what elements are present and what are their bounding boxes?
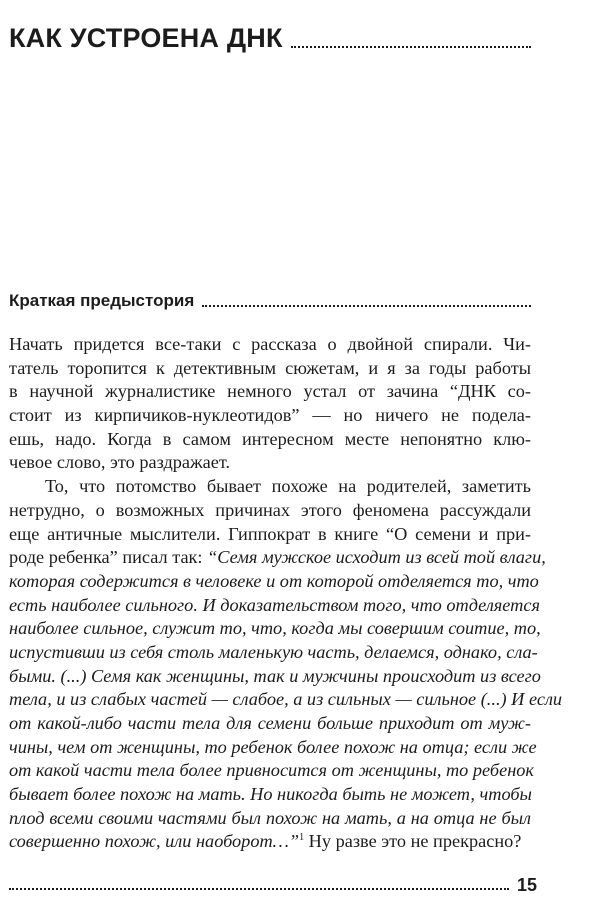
footnote-marker[interactable]: 1 — [299, 832, 305, 844]
section-title: Краткая предыстория — [9, 291, 195, 310]
page-number: 15 — [516, 875, 537, 895]
quote-line: бывает более похож на мать. Но никогда быть не может, чтобы — [9, 784, 532, 805]
text-line — [9, 546, 546, 570]
quote-line: от какой-либо части тела для семени больше приходит от муж- — [9, 713, 531, 733]
chapter-title-leader-dots — [291, 46, 531, 48]
text-segment: роде ребенка” писал так: — [9, 547, 208, 568]
quote-line: наиболее сильное, служит то, что, когда мы совершим соитие, то, — [9, 618, 541, 639]
quote-line: тела, и из слабых частей — слабое, а из сильных — сильное (...) И если — [9, 689, 563, 710]
text-line: стоит из кирпичиков-нуклеотидов” — но ничего не поделa- — [9, 405, 531, 426]
page-footer — [9, 875, 537, 895]
text-segment: Ну разве это не прекрасно? — [304, 831, 522, 852]
quote-line: испустивши из себя столь маленькую часть, делаемся, однако, сла- — [9, 641, 538, 662]
text-line: Начать придется все-таки с рассказа о двойной спирали. Чи- — [9, 334, 531, 354]
section-title-leader-dots — [202, 305, 531, 307]
quote-line: от какой части тела более привносится от женщины, то ребенок — [9, 760, 534, 781]
quote-line: плод всеми своими частями был похож на мать, а на отца не был — [9, 807, 531, 828]
quote-segment: “Семя мужское исходит из всей той влаги, — [207, 547, 546, 568]
text-line: татель торопится к детективным сюжетам, и я за годы работы — [9, 357, 531, 378]
text-line: ешь, надо. Когда в самом интересном месте непонятно клю- — [9, 428, 531, 449]
text-line: в научной журналистике немного устал от зачина “ДНК со- — [9, 381, 531, 402]
quote-line: есть наиболее сильного. И доказательством того, что отделяется — [9, 594, 540, 615]
text-line: еще античные мыслители. Гиппократ в книге “О семени и при- — [9, 523, 531, 544]
section-header — [9, 291, 531, 311]
chapter-title: КАК УСТРОЕНА ДНК — [9, 23, 283, 53]
text-line: нетрудно, о возможных причинах этого феномена рассуждали — [9, 499, 531, 520]
quote-line: быми. (...) Семя как женщины, так и мужчины происходит из всего — [9, 665, 541, 686]
body-text — [9, 333, 563, 854]
footer-leader-dots — [9, 888, 509, 890]
quote-segment: совершенно похож, или наоборот…” — [9, 831, 300, 852]
chapter-header — [9, 24, 531, 52]
text-line: То, что потомство бывает похоже на родителей, заметить — [45, 476, 531, 497]
quote-line: чины, чем от женщины, то ребенок более похож на отца; если же — [9, 736, 537, 757]
text-line: чевое слово, это раздражает. — [9, 452, 231, 473]
quote-line: которая содержится в человеке и от которой отделяется то, что — [9, 570, 539, 591]
text-line — [9, 830, 531, 854]
